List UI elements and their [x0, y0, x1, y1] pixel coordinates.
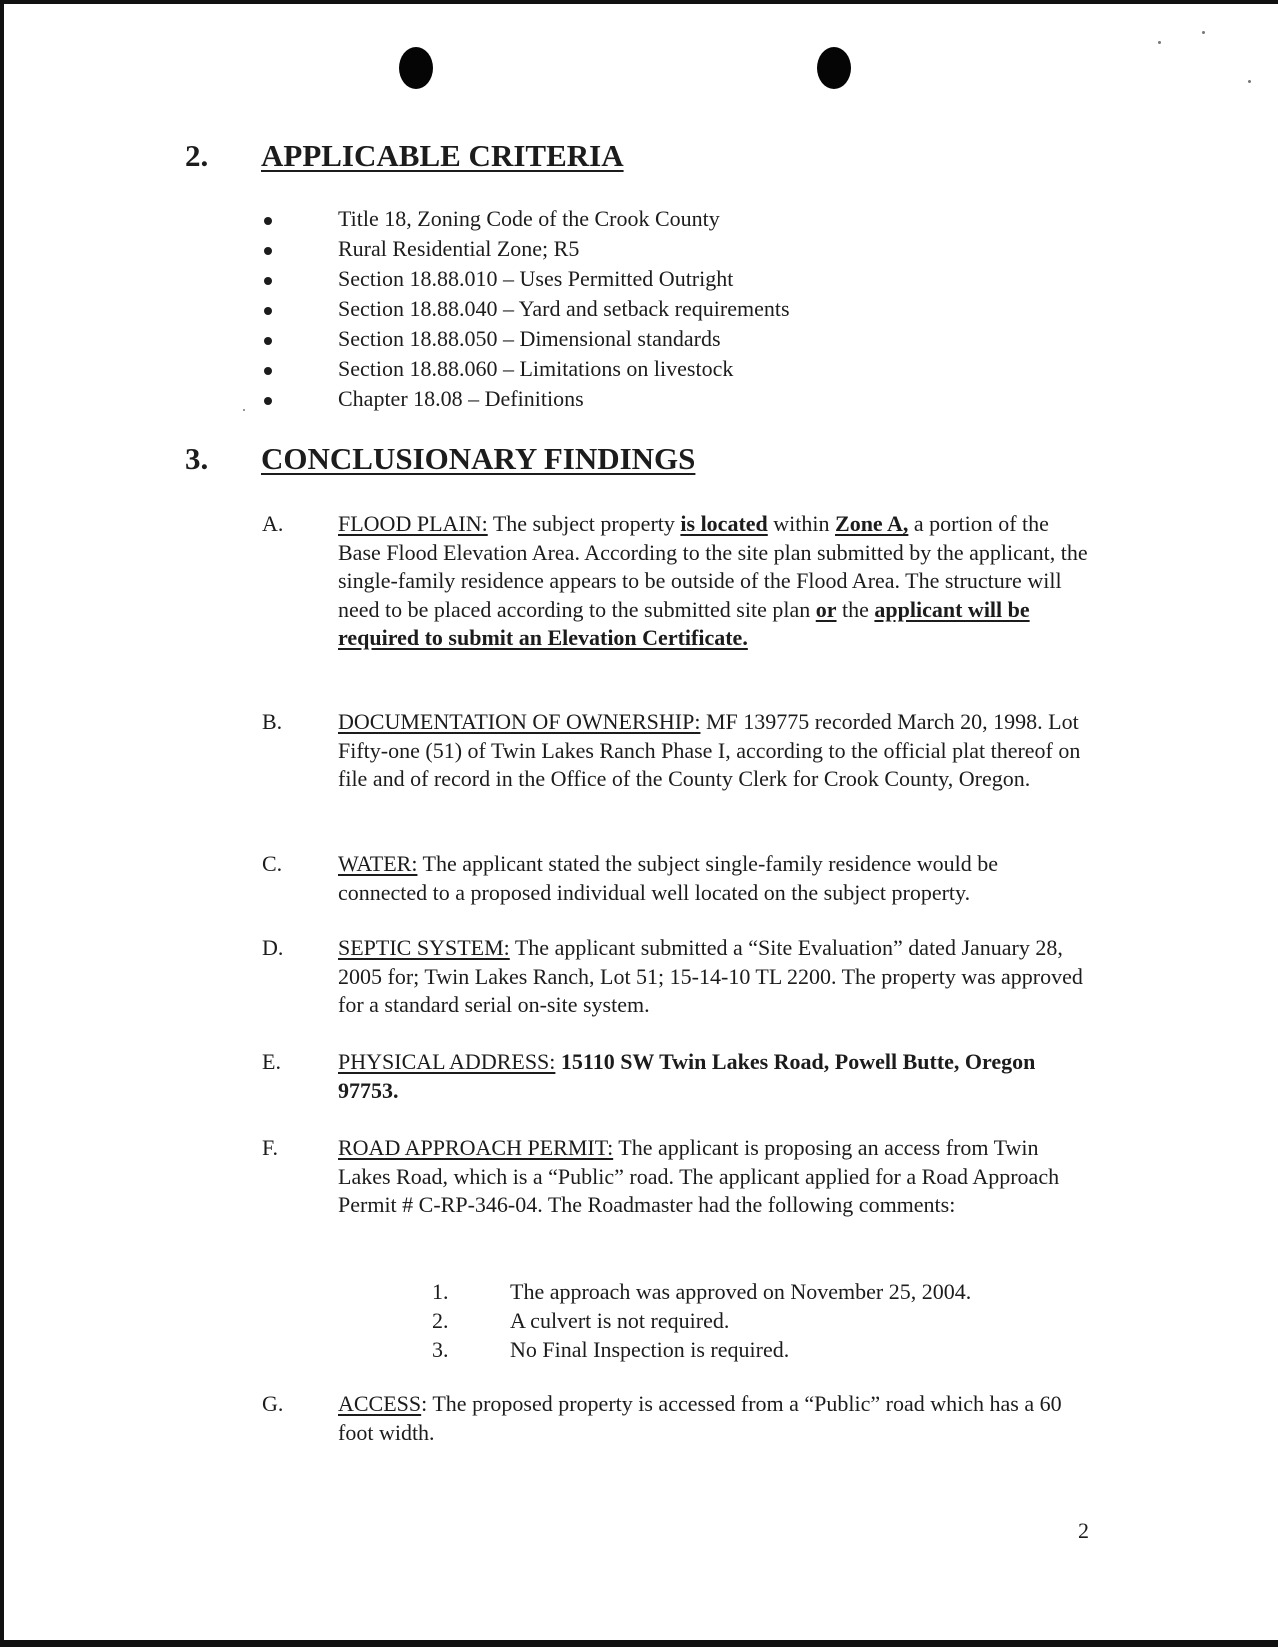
section-number: 2.: [185, 138, 209, 173]
emphasis: is located: [680, 511, 768, 536]
finding-label: SEPTIC SYSTEM:: [338, 935, 510, 960]
bullet-icon: [264, 217, 272, 225]
punch-hole-left: [399, 47, 433, 89]
bullet-icon: [264, 247, 272, 255]
page-number: 2: [1078, 1518, 1089, 1543]
emphasis: Zone A,: [835, 511, 909, 536]
physical-address: 15110 SW Twin Lakes Road, Powell Butte, Oregon 97753.: [338, 1049, 1036, 1103]
bullet-icon: [264, 397, 272, 405]
bullet-icon: [264, 367, 272, 375]
emphasis: applicant will be required to submit an Elevation Certificate.: [338, 596, 1030, 650]
finding-text: ROAD APPROACH PERMIT: The applicant is proposing an access from Twin Lakes Road, which is a “Public” road. The applicant applied for a Road Approach Permit # C-RP-346-04. The Roadmaster had the following comments:: [338, 1135, 1060, 1217]
finding-label: PHYSICAL ADDRESS:: [338, 1049, 556, 1074]
scan-speck: [1248, 80, 1251, 83]
section-title: CONCLUSIONARY FINDINGS: [261, 441, 696, 476]
scan-speck: [1202, 31, 1205, 34]
scan-speck: [1158, 41, 1161, 44]
bullet-icon: [264, 337, 272, 345]
scan-border-bottom: [0, 1640, 1278, 1647]
emphasis: or: [815, 596, 837, 622]
finding-letter: E.: [262, 1049, 281, 1074]
scan-border-top: [0, 0, 1278, 4]
finding-text: [338, 1048, 1088, 1105]
finding-text: DOCUMENTATION OF OWNERSHIP: MF 139775 recorded March 20, 1998. Lot Fifty-one (51) of Twin Lakes Ranch Phase I, according to the official plat thereof on file and of record in the Office of the County Clerk for Crook County, Oregon.: [338, 709, 1081, 791]
finding-letter: B.: [262, 709, 283, 734]
finding-text: FLOOD PLAIN: The subject property is located within Zone A, a portion of the Base Flood Elevation Area. According to the site plan submitted by the applicant, the single-family residence appears to be outside of the Flood Area. The structure will need to be placed according to the submitted site plan or the applicant will be required to submit an Elevation Certificate.: [338, 511, 1088, 650]
finding-letter: G.: [262, 1391, 284, 1416]
scan-speck: [243, 409, 245, 411]
finding-letter: D.: [262, 935, 284, 960]
finding-label: WATER:: [338, 851, 418, 876]
finding-text: SEPTIC SYSTEM: The applicant submitted a “Site Evaluation” dated January 28, 2005 for; Twin Lakes Ranch, Lot 51; 15-14-10 TL 2200. The property was approved for a standard serial on-site system.: [338, 935, 1083, 1017]
finding-text: WATER: The applicant stated the subject single-family residence would be connected to a proposed individual well located on the subject property.: [338, 851, 999, 905]
section-title: APPLICABLE CRITERIA: [261, 138, 624, 173]
bullet-icon: [264, 277, 272, 285]
finding-letter: F.: [262, 1135, 278, 1160]
scan-border-left: [0, 0, 4, 1647]
section-number: 3.: [185, 441, 209, 476]
bullet-icon: [264, 307, 272, 315]
punch-hole-right: [817, 47, 851, 89]
finding-label: DOCUMENTATION OF OWNERSHIP:: [338, 709, 701, 734]
finding-label: ACCESS: [338, 1391, 422, 1416]
finding-letter: C.: [262, 851, 283, 876]
finding-label: FLOOD PLAIN:: [338, 511, 488, 536]
finding-label: ROAD APPROACH PERMIT:: [338, 1135, 614, 1160]
document-page: 2. APPLICABLE CRITERIA Title 18, Zoning Code of the Crook County Rural Residential Zone; R5 Section 18.88.010 – Uses Permitted Outright Section 18.88.040 – Yard and setback requirements Section 18.88.050 – Dimensional standards Section 18.88.060 – Limitations on livestock Chapter 18.08 – Definitions 3. CONCLUSIONARY FINDINGS A. FLOOD PLAIN: The subject property is located within Zone A, a portion of the Base Flood Elevation Area. According to the site plan submitted by the applicant, the single-family residence appears to be outside of the Flood Area. The structure will need to be placed according to the submitted site plan or the applicant will be required to submit an Elevation Certificate. B. DOCUMENTATION OF OWNERSHIP: MF 139775 recorded March 20, 1998. Lot Fifty-one (51) of Twin Lakes Ranch Phase I, according to the official plat thereof on file and of record in the Office of the County Clerk for Crook County, Oregon. C. WATER: The applicant stated the subject single-family residence would be connected to a proposed individual well located on the subject property. D. SEPTIC SYSTEM: The applicant submitted a “Site Evaluation” dated January 28, 2005 for; Twin Lakes Ranch, Lot 51; 15-14-10 TL 2200. The property was approved for a standard serial on-site system. E. PHYSICAL ADDRESS: 15110 SW Twin Lakes Road, Powell Butte, Oregon 97753. F. ROAD APPROACH PERMIT: The applicant is proposing an access from Twin Lakes Road, which is a “Public” road. The applicant applied for a Road Approach Permit # C-RP-346-04. The Roadmaster had the following comments: 1. The approach was approved on November 25, 2004. 2. A culvert is not required. 3. No Final Inspection is required. G. ACCESS: The proposed property is accessed from a “Public” road which has a 60 foot width. 2: [0, 0, 1278, 1647]
finding-letter: A.: [262, 511, 284, 536]
finding-text: ACCESS: The proposed property is accessed from a “Public” road which has a 60 foot width.: [338, 1391, 1062, 1445]
